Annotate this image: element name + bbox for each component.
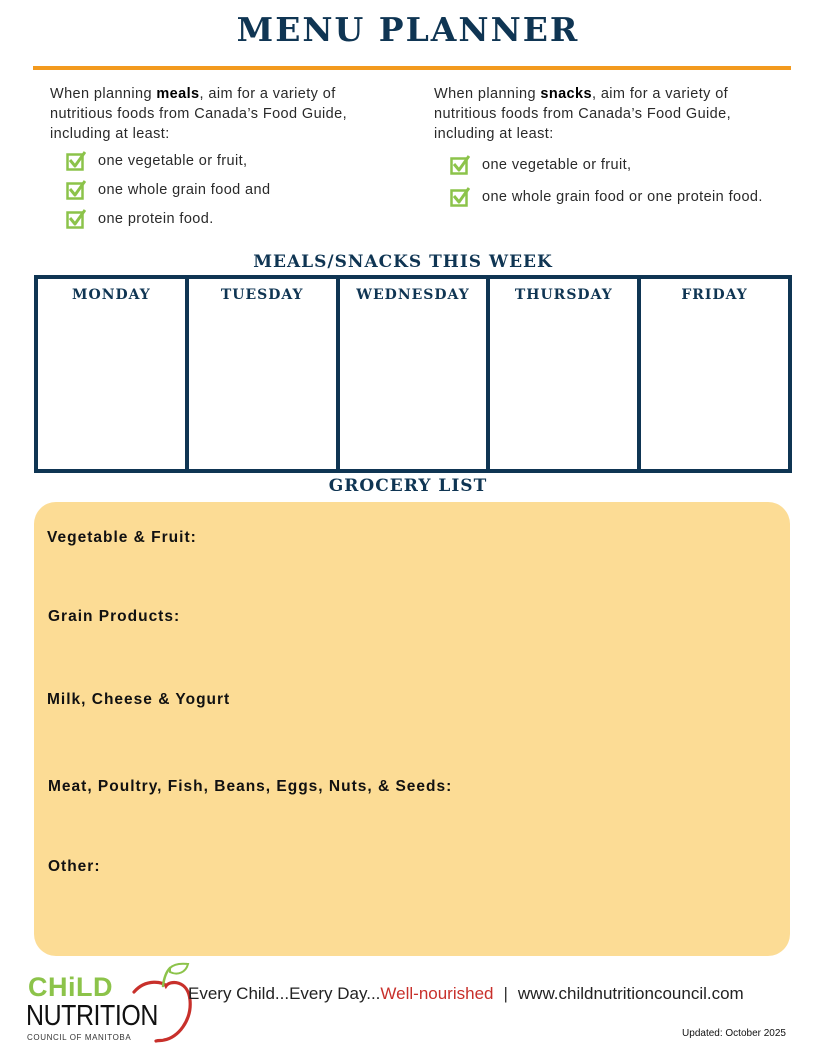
week-table (34, 275, 792, 473)
day-column-wednesday[interactable] (340, 279, 491, 469)
grocery-heading: GROCERY LIST (328, 476, 488, 496)
tagline-separator: | (503, 984, 508, 1003)
meals-intro: When planning meals, aim for a variety of nutritious foods from Canada’s Food Guide, including at least: (50, 86, 348, 142)
day-label: FRIDAY (681, 287, 748, 303)
checkbox-checked-icon (450, 155, 470, 175)
logo-council-text: COUNCIL OF MANITOBA (27, 1033, 132, 1042)
grocery-category-grain: Grain Products: (48, 608, 181, 625)
snacks-checklist (450, 155, 770, 219)
checkbox-checked-icon (450, 187, 470, 207)
checkbox-checked-icon (66, 209, 86, 229)
meals-keyword: meals (156, 86, 200, 102)
list-item (450, 155, 770, 175)
checkbox-checked-icon (66, 151, 86, 171)
list-item (450, 187, 770, 207)
checkbox-checked-icon (66, 180, 86, 200)
day-label: TUESDAY (220, 287, 304, 303)
day-column-tuesday[interactable] (189, 279, 340, 469)
day-column-thursday[interactable] (490, 279, 641, 469)
snacks-intro: When planning snacks, aim for a variety of nutritious foods from Canada’s Food Guide, including at least: (434, 86, 732, 142)
list-item-label: one vegetable or fruit, (98, 153, 248, 169)
week-heading: MEALS/SNACKS THIS WEEK (253, 252, 553, 272)
day-column-friday[interactable] (641, 279, 788, 469)
meals-checklist (66, 151, 396, 238)
snacks-keyword: snacks (540, 86, 592, 102)
logo-child-text: CHiLD (28, 972, 113, 1002)
list-item-label: one whole grain food or one protein food. (482, 189, 763, 205)
grocery-category-other: Other: (48, 858, 101, 875)
day-label: MONDAY (72, 287, 151, 303)
tagline-highlight: Well-nourished (380, 984, 494, 1003)
website-link[interactable]: www.childnutritioncouncil.com (517, 984, 744, 1003)
day-label: THURSDAY (514, 287, 613, 303)
list-item-label: one whole grain food and (98, 182, 271, 198)
child-nutrition-logo (26, 962, 176, 1044)
tagline-text: Every Child...Every Day... (188, 984, 381, 1003)
list-item (66, 151, 396, 180)
list-item-label: one vegetable or fruit, (482, 157, 632, 173)
grocery-category-vegetable-fruit: Vegetable & Fruit: (47, 529, 197, 546)
grocery-category-milk: Milk, Cheese & Yogurt (47, 691, 231, 708)
list-item (66, 209, 396, 238)
updated-date: Updated: October 2025 (682, 1028, 786, 1039)
title-divider (33, 66, 791, 70)
grocery-list-box[interactable] (34, 502, 790, 956)
logo-nutrition-text: NUTRITION (26, 1000, 158, 1032)
page-title: MENU PLANNER (236, 10, 580, 49)
list-item (66, 180, 396, 209)
footer-tagline (188, 984, 744, 1004)
day-label: WEDNESDAY (356, 287, 470, 303)
list-item-label: one protein food. (98, 211, 214, 227)
apple-icon (126, 962, 196, 1044)
grocery-category-meat: Meat, Poultry, Fish, Beans, Eggs, Nuts, & Seeds: (48, 778, 453, 795)
day-column-monday[interactable] (38, 279, 189, 469)
